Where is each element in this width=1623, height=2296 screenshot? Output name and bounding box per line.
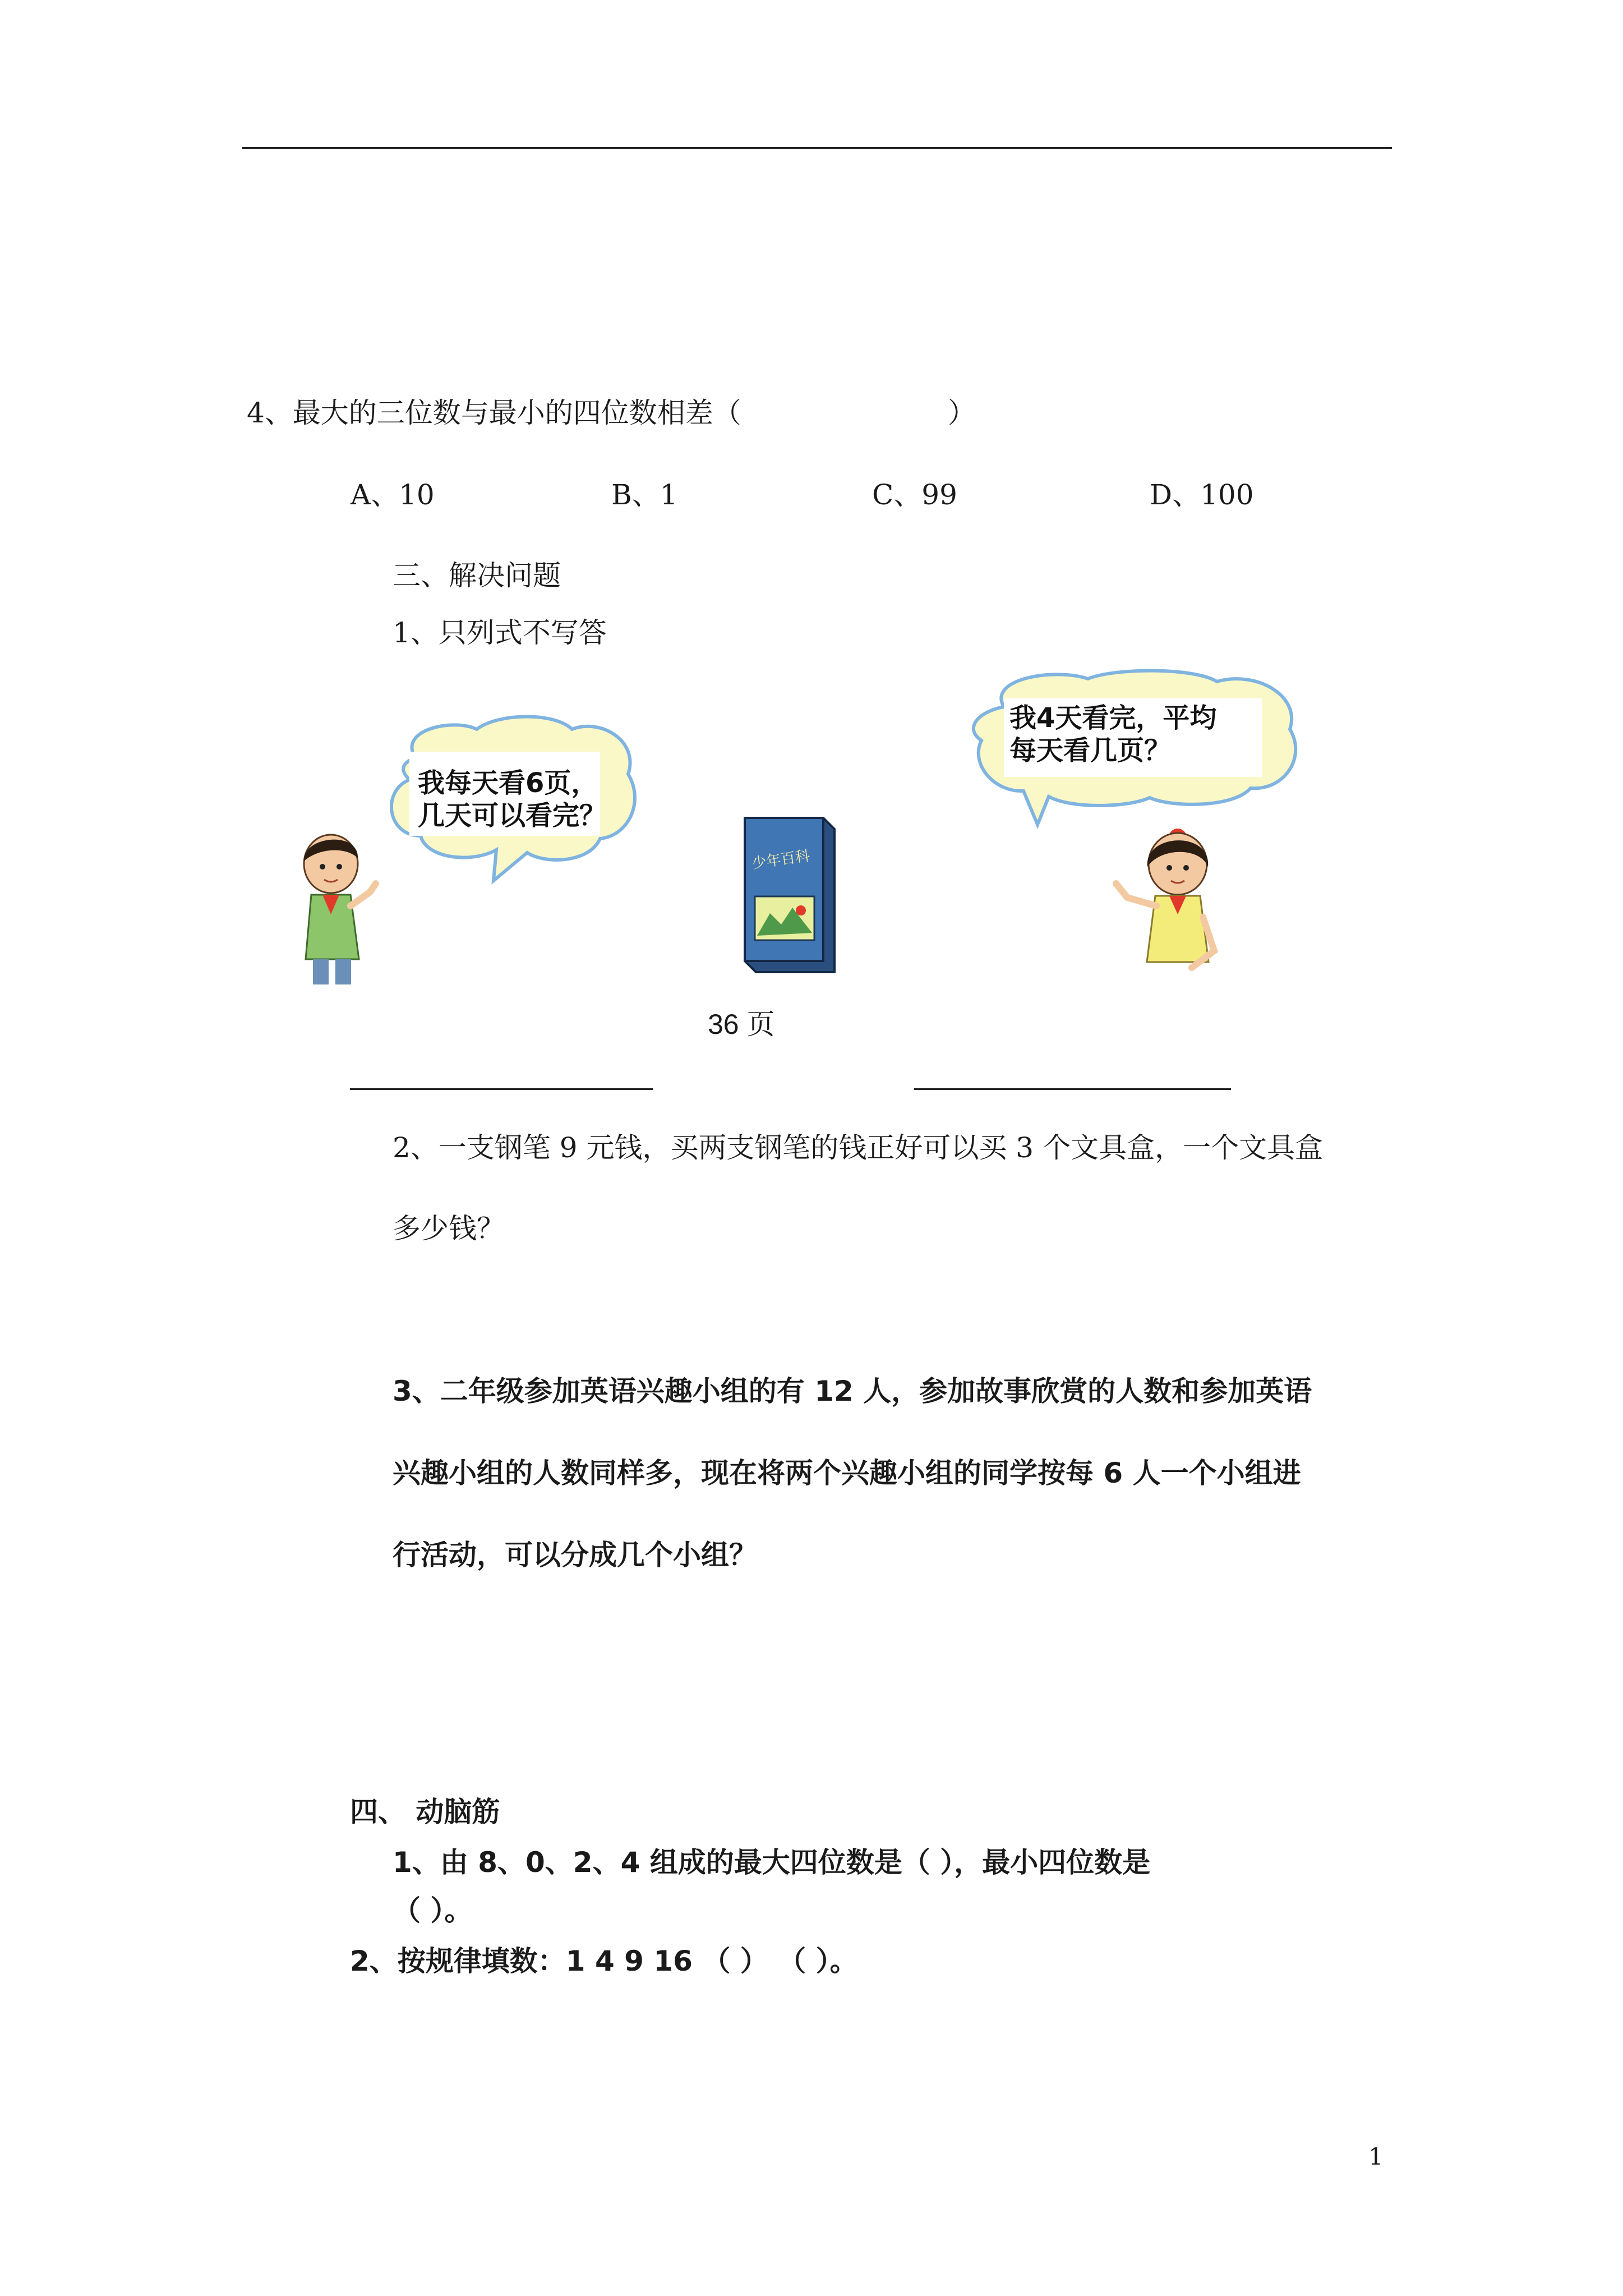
page-number: 1 [1368, 2143, 1384, 2170]
girl-bubble-line-1: 我4天看完，平均 [1009, 702, 1217, 734]
question-4-text: 4、最大的三位数与最小的四位数相差（ [247, 397, 741, 429]
question-4 [247, 396, 741, 430]
book-illustration [739, 812, 840, 975]
book-pages-label: 36 页 [708, 1009, 775, 1040]
section-4-question-1-line-2: （ ）。 [393, 1894, 473, 1927]
option-a: A、10 [351, 478, 435, 511]
book-title: 少年百科 [750, 847, 811, 873]
section-3-problem-2-line-2: 多少钱？ [393, 1212, 505, 1245]
section-3-title: 三、解决问题 [393, 559, 561, 592]
option-d: D、100 [1150, 478, 1254, 511]
boy-bubble-line-2: 几天可以看完？ [418, 800, 607, 831]
girl-illustration [1094, 822, 1223, 979]
section-3-problem-3-line-1: 3、二年级参加英语兴趣小组的有 12 人，参加故事欣赏的人数和参加英语 [393, 1375, 1312, 1407]
answer-line-left [350, 1088, 653, 1090]
boy-illustration [292, 830, 393, 987]
section-3-problem-2-line-1: 2、一支钢笔 9 元钱，买两支钢笔的钱正好可以买 3 个文具盒，一个文具盒 [393, 1131, 1324, 1164]
boy-bubble-line-1: 我每天看6页， [418, 767, 598, 799]
section-4-title: 四、 动脑筋 [350, 1796, 500, 1828]
option-b: B、1 [611, 478, 678, 511]
section-3-problem-3-line-3: 行活动，可以分成几个小组？ [393, 1539, 757, 1571]
answer-line-right [914, 1088, 1231, 1090]
option-c: C、99 [872, 478, 957, 511]
header-rule [242, 147, 1392, 149]
section-4-question-1-line-1: 1、由 8、0、2、4 组成的最大四位数是（ ），最小四位数是 [393, 1846, 1151, 1879]
section-3-problem-3-line-2: 兴趣小组的人数同样多，现在将两个兴趣小组的同学按每 6 人一个小组进 [393, 1457, 1301, 1489]
girl-bubble-line-2: 每天看几页？ [1009, 735, 1172, 766]
section-4-question-2: 2、按规律填数：1 4 9 16 （ ） （ ）。 [350, 1945, 858, 1977]
section-3-problem-1: 1、只列式不写答 [393, 616, 607, 649]
question-4-close-paren: ） [948, 397, 976, 429]
